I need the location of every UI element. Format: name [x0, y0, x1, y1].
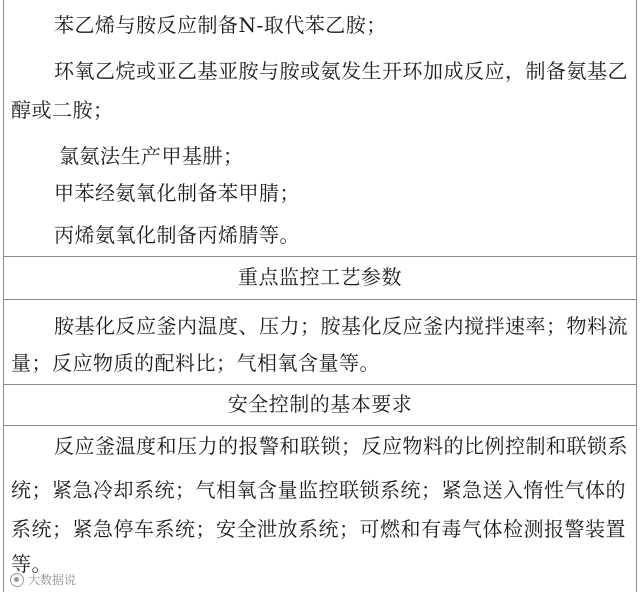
- text-line: 反应釜温度和压力的报警和联锁；反应物料的比例控制和联锁系: [54, 434, 628, 458]
- params-cell: [4, 300, 636, 385]
- params-header: 重点监控工艺参数: [238, 265, 402, 289]
- watermark: [10, 571, 76, 588]
- text-line: 甲苯经氨氧化制备苯甲腈；: [54, 181, 300, 205]
- circle-logo-icon: [10, 573, 24, 587]
- params-header-cell: [4, 257, 636, 300]
- text-line: 量；反应物质的配料比；气相氧含量等。: [11, 351, 380, 375]
- text-line: 统；紧急冷却系统；气相氧含量监控联锁系统；紧急送入惰性气体的: [11, 478, 626, 502]
- text-line: 丙烯氨氧化制备丙烯腈等。: [54, 223, 300, 247]
- text-line: 系统；紧急停车系统；安全泄放系统；可燃和有毒气体检测报警装置: [11, 517, 626, 541]
- watermark-text: 大数据说: [28, 573, 77, 587]
- safety-header: 安全控制的基本要求: [227, 392, 413, 416]
- process-table: [3, 0, 637, 592]
- text-line: 胺基化反应釜内温度、压力；胺基化反应釜内搅拌速率；物料流: [54, 314, 628, 338]
- reaction-types-cell: [4, 0, 636, 257]
- safety-header-cell: [4, 385, 636, 426]
- text-line: 氯氨法生产甲基肼；: [59, 144, 244, 168]
- text-line: 环氧乙烷或亚乙基亚胺与胺或氨发生开环加成反应，制备氨基乙: [54, 59, 628, 83]
- safety-cell: [4, 426, 636, 592]
- text-line: 苯乙烯与胺反应制备N-取代苯乙胺；: [54, 13, 387, 37]
- text-line: 等。: [11, 552, 52, 576]
- text-line: 醇或二胺；: [11, 98, 114, 122]
